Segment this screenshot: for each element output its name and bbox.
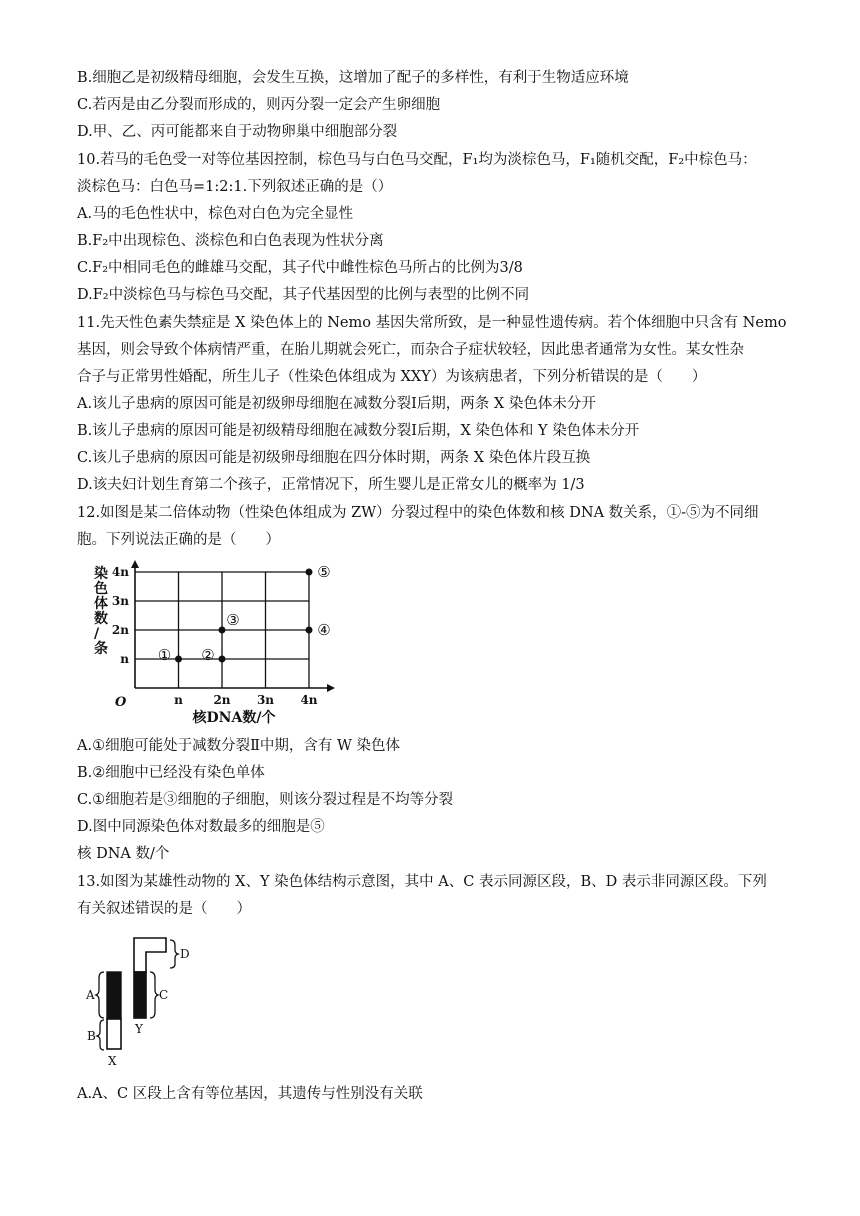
- label-d: D: [180, 947, 190, 961]
- point-label: ④: [317, 621, 331, 639]
- q10-stem-line2: 淡棕色马：白色马=1:2:1.下列叙述正确的是（）: [77, 179, 393, 195]
- brace-b: [97, 1020, 104, 1050]
- x-tick-label: 3n: [256, 693, 275, 707]
- y-tick-label: 4n: [111, 565, 129, 579]
- origin-label: O: [115, 695, 127, 710]
- q12-option-c: C.①细胞若是③细胞的子细胞，则该分裂过程是不均等分裂: [77, 792, 454, 808]
- q9-option-b: B.细胞乙是初级精母细胞，会发生互换，这增加了配子的多样性，有利于生物适应环境: [77, 70, 629, 86]
- q13-option-a: A.A、C 区段上含有等位基因，其遗传与性别没有关联: [77, 1086, 423, 1102]
- q12-stem-line1: 12.如图是某二倍体动物（性染色体组成为 ZW）分裂过程中的染色体数和核 DNA 数关系，①-⑤为不同细: [77, 505, 759, 521]
- q12-option-a: A.①细胞可能处于减数分裂Ⅱ中期，含有 W 染色体: [77, 738, 401, 754]
- x-chromosome-black-part: [107, 972, 121, 1019]
- x-axis-title: 核DNA数/个: [192, 710, 276, 726]
- point-label: ②: [201, 646, 215, 664]
- q12-stem-line2: 胞。下列说法正确的是（ ）: [77, 532, 280, 548]
- y-axis-arrow: [131, 560, 139, 568]
- y-tick-label: n: [120, 652, 129, 666]
- label-x: X: [108, 1054, 117, 1068]
- point-label: ①: [157, 646, 172, 664]
- q10-option-b: B.F₂中出现棕色、淡棕色和白色表现为性状分离: [77, 233, 384, 249]
- x-axis-arrow: [327, 684, 335, 692]
- xy-chromosome-diagram: [84, 932, 194, 1072]
- data-point: [219, 656, 226, 663]
- label-c: C: [159, 988, 169, 1002]
- q11-option-a: A.该儿子患病的原因可能是初级卵母细胞在减数分裂Ⅰ后期，两条 X 染色体未分开: [77, 396, 596, 412]
- data-point: [306, 627, 313, 634]
- q9-option-d: D.甲、乙、丙可能都来自于动物卵巢中细胞部分裂: [77, 124, 398, 140]
- x-tick-label: n: [174, 693, 183, 707]
- point-label: ③: [226, 611, 240, 629]
- data-point: [175, 656, 182, 663]
- x-tick-label: 2n: [213, 693, 231, 707]
- point-label: ⑤: [317, 563, 331, 581]
- q13-stem-line1: 13.如图为某雄性动物的 X、Y 染色体结构示意图，其中 A、C 表示同源区段，B、D 表示非同源区段。下列: [77, 874, 767, 890]
- q12-axis-note: 核 DNA 数/个: [77, 846, 170, 862]
- y-chromosome-upper: [134, 938, 166, 972]
- chromosome-dna-chart: [80, 560, 350, 730]
- data-point: [306, 569, 313, 576]
- label-a: A: [86, 988, 95, 1002]
- label-b: B: [87, 1029, 96, 1043]
- q11-stem-line1: 11.先天性色素失禁症是 X 染色体上的 Nemo 基因失常所致，是一种显性遗传病。若个体细胞中只含有 Nemo: [77, 315, 787, 331]
- q11-stem-line2: 基因，则会导致个体病情严重，在胎儿期就会死亡，而杂合子症状较轻，因此患者通常为女性。某女性杂: [77, 342, 744, 358]
- q11-option-d: D.该夫妇计划生育第二个孩子，正常情况下，所生婴儿是正常女儿的概率为 1/3: [77, 477, 585, 493]
- y-chromosome-black-part: [134, 972, 146, 1018]
- data-point: [219, 627, 226, 634]
- q12-option-d: D.图中同源染色体对数最多的细胞是⑤: [77, 819, 325, 835]
- q10-option-d: D.F₂中淡棕色马与棕色马交配，其子代基因型的比例与表型的比例不同: [77, 287, 530, 303]
- q12-option-b: B.②细胞中已经没有染色单体: [77, 765, 265, 781]
- x-chromosome-white-part: [107, 1019, 121, 1049]
- label-y: Y: [135, 1022, 143, 1036]
- y-tick-label: 2n: [111, 623, 129, 637]
- q11-option-c: C.该儿子患病的原因可能是初级卵母细胞在四分体时期，两条 X 染色体片段互换: [77, 450, 591, 466]
- q11-stem-line3: 合子与正常男性婚配，所生儿子（性染色体组成为 XXY）为该病患者，下列分析错误的是（ ）: [77, 369, 707, 385]
- q13-stem-line2: 有关叙述错误的是（ ）: [77, 901, 251, 917]
- brace-a: [96, 972, 104, 1018]
- q10-option-c: C.F₂中相同毛色的雌雄马交配，其子代中雌性棕色马所占的比例为3/8: [77, 260, 523, 276]
- y-tick-label: 3n: [111, 594, 129, 608]
- q11-option-b: B.该儿子患病的原因可能是初级精母细胞在减数分裂Ⅰ后期，X 染色体和 Y 染色体未分开: [77, 423, 640, 439]
- y-axis-title: 染色体数/条: [94, 566, 108, 657]
- brace-d: [170, 940, 178, 968]
- q10-option-a: A.马的毛色性状中，棕色对白色为完全显性: [77, 206, 354, 222]
- q10-stem-line1: 10.若马的毛色受一对等位基因控制，棕色马与白色马交配，F₁均为淡棕色马，F₁随机交配，F₂中棕色马：: [77, 152, 757, 168]
- q9-option-c: C.若丙是由乙分裂而形成的，则丙分裂一定会产生卵细胞: [77, 97, 441, 113]
- x-tick-label: 4n: [300, 693, 318, 707]
- brace-c: [150, 972, 158, 1018]
